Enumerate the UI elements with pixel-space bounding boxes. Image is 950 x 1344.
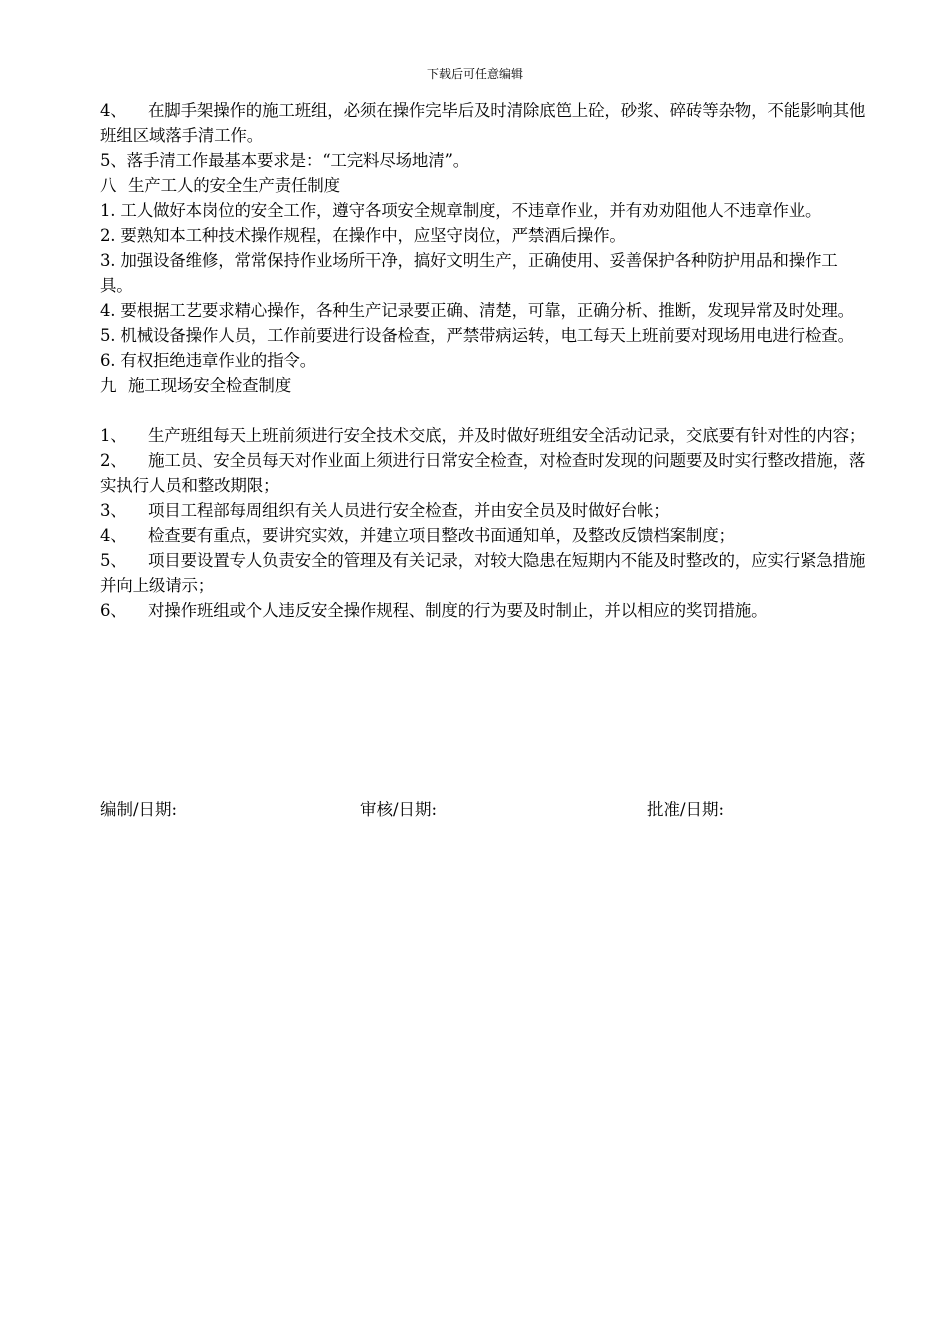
section-title: 施工现场安全检查制度: [128, 376, 292, 395]
paragraph: 5. 机械设备操作人员，工作前要进行设备检查，严禁带病运转，电工每天上班前要对现场用电进行检查。: [100, 326, 854, 345]
list-number: 4、: [100, 101, 127, 120]
paragraph: [100, 98, 870, 148]
section-number: 八: [100, 176, 117, 195]
list-number: 1、: [100, 426, 127, 445]
section-heading: [100, 373, 870, 398]
list-number: 5、: [100, 551, 127, 570]
document-body: [100, 98, 870, 623]
blank-line: [100, 398, 870, 423]
paragraph-text: 施工员、安全员每天对作业面上须进行日常安全检查，对检查时发现的问题要及时实行整改措施，落实执行人员和整改期限；: [100, 451, 866, 495]
paragraph-text: 项目工程部每周组织有关人员进行安全检查，并由安全员及时做好台帐；: [148, 501, 670, 520]
compile-date-label: 编制/日期:: [100, 800, 178, 819]
paragraph: [100, 498, 870, 523]
list-number: 4、: [100, 526, 127, 545]
paragraph-text: 检查要有重点，要讲究实效，并建立项目整改书面通知单，及整改反馈档案制度；: [148, 526, 735, 545]
paragraph: 1. 工人做好本岗位的安全工作，遵守各项安全规章制度，不违章作业，并有劝劝阻他人不违章作业。: [100, 201, 822, 220]
list-number: 6、: [100, 601, 127, 620]
paragraph: 4. 要根据工艺要求精心操作，各种生产记录要正确、清楚，可靠，正确分析、推断，发现异常及时处理。: [100, 301, 854, 320]
approve-date-label: 批准/日期:: [647, 800, 725, 819]
paragraph-text: 项目要设置专人负责安全的管理及有关记录，对较大隐患在短期内不能及时整改的，应实行紧急措施并向上级请示；: [100, 551, 866, 595]
paragraph-text: 生产班组每天上班前须进行安全技术交底，并及时做好班组安全活动记录，交底要有针对性的内容；: [148, 426, 866, 445]
paragraph: [100, 523, 870, 548]
section-number: 九: [100, 376, 117, 395]
paragraph-text: 对操作班组或个人违反安全操作规程、制度的行为要及时制止，并以相应的奖罚措施。: [148, 601, 768, 620]
paragraph: [100, 598, 870, 623]
paragraph: [100, 423, 870, 448]
list-number: 2、: [100, 451, 127, 470]
section-heading: [100, 173, 870, 198]
paragraph: 2. 要熟知本工种技术操作规程，在操作中，应坚守岗位，严禁酒后操作。: [100, 226, 626, 245]
list-number: 3、: [100, 501, 127, 520]
page-header: 下载后可任意编辑: [426, 67, 523, 81]
paragraph: 5、落手清工作最基本要求是：“工完料尽场地清”。: [100, 151, 470, 170]
paragraph: [100, 448, 870, 498]
section-title: 生产工人的安全生产责任制度: [128, 176, 340, 195]
review-date-label: 审核/日期:: [360, 800, 438, 819]
paragraph: [100, 548, 870, 598]
signature-row: [100, 797, 870, 822]
paragraph-text: 在脚手架操作的施工班组，必须在操作完毕后及时清除底笆上砼，砂浆、碎砖等杂物，不能影响其他班组区域落手清工作。: [100, 101, 866, 145]
paragraph: 3. 加强设备维修，常常保持作业场所干净，搞好文明生产，正确使用、妥善保护各种防护用品和操作工具。: [100, 251, 838, 295]
paragraph: 6. 有权拒绝违章作业的指令。: [100, 351, 316, 370]
